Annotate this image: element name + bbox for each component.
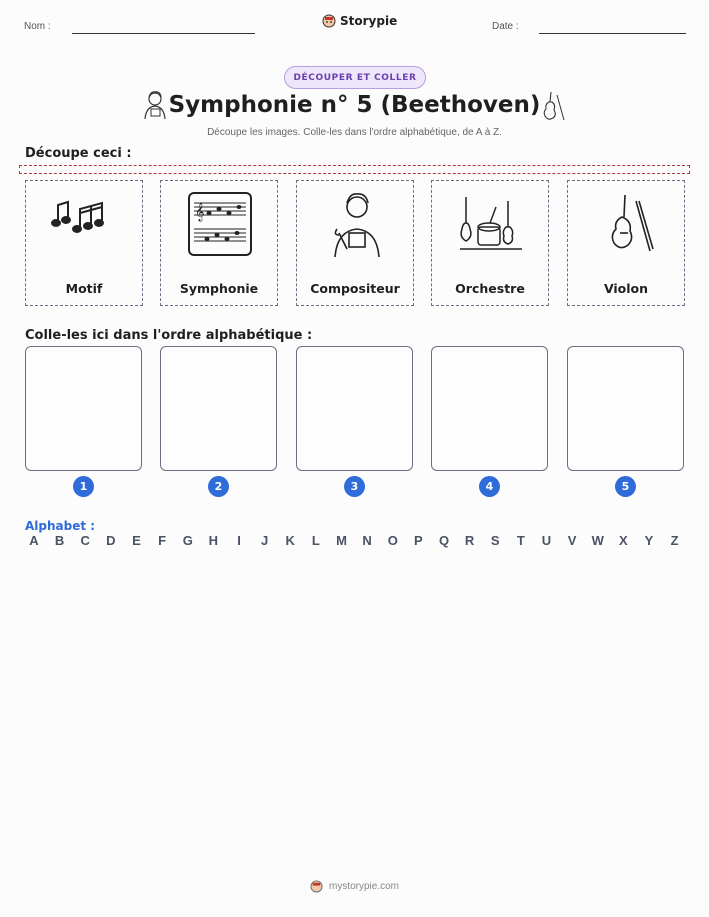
alphabet-letter: E bbox=[132, 533, 141, 548]
slot-number-1: 1 bbox=[73, 476, 94, 497]
paste-slot-2[interactable] bbox=[160, 346, 277, 471]
violin-icon bbox=[592, 189, 662, 259]
alphabet-letter: H bbox=[208, 533, 219, 548]
date-label: Date : bbox=[492, 21, 519, 32]
cut-card-motif[interactable] bbox=[25, 180, 143, 306]
orchestra-instruments-icon bbox=[456, 189, 526, 259]
brand bbox=[322, 14, 397, 28]
storypie-logo-icon bbox=[310, 880, 323, 893]
slot-number-4: 4 bbox=[479, 476, 500, 497]
cut-section-label: Découpe ceci : bbox=[25, 146, 132, 161]
slot-number-2: 2 bbox=[208, 476, 229, 497]
card-label: Compositeur bbox=[310, 281, 400, 296]
alphabet-letter: P bbox=[414, 533, 423, 548]
card-label: Violon bbox=[603, 281, 649, 296]
cut-line bbox=[19, 165, 690, 174]
card-label: Symphonie bbox=[179, 281, 259, 296]
alphabet-letter: S bbox=[490, 533, 500, 548]
violin-title-icon bbox=[540, 90, 566, 124]
cut-card-orchestre[interactable] bbox=[431, 180, 549, 306]
alphabet-letter: A bbox=[29, 533, 39, 548]
alphabet-letter: V bbox=[567, 533, 577, 548]
alphabet-letter: Y bbox=[644, 533, 654, 548]
card-label: Orchestre bbox=[455, 281, 525, 296]
svg-text:𝄞: 𝄞 bbox=[195, 202, 205, 221]
paste-slot-1[interactable] bbox=[25, 346, 142, 471]
alphabet-letter: X bbox=[619, 533, 628, 548]
alphabet-letter: O bbox=[387, 533, 398, 548]
storypie-logo-icon bbox=[322, 14, 336, 28]
alphabet-letter: Q bbox=[438, 533, 450, 548]
paste-slot-4[interactable] bbox=[431, 346, 548, 471]
alphabet-letter: I bbox=[237, 533, 241, 548]
cut-card-violon[interactable] bbox=[567, 180, 685, 306]
paste-slot-3[interactable] bbox=[296, 346, 413, 471]
paste-section-label: Colle-les ici dans l'ordre alphabétique : bbox=[25, 328, 313, 343]
alphabet-letter: J bbox=[261, 533, 269, 548]
composer-icon bbox=[321, 189, 391, 259]
brand-name: Storypie bbox=[340, 14, 398, 28]
alphabet-letter: C bbox=[80, 533, 90, 548]
activity-type-badge: DÉCOUPER ET COLLER bbox=[284, 66, 426, 89]
slot-number-5: 5 bbox=[615, 476, 636, 497]
paste-slot-5[interactable] bbox=[567, 346, 684, 471]
name-label: Nom : bbox=[24, 21, 51, 32]
name-line bbox=[72, 33, 255, 34]
alphabet-letter: W bbox=[591, 533, 604, 548]
alphabet-letter: M bbox=[336, 533, 347, 548]
page-title: Symphonie n° 5 (Beethoven) bbox=[168, 92, 541, 118]
date-line bbox=[539, 33, 686, 34]
alphabet-letter: Z bbox=[670, 533, 679, 548]
alphabet-letter: N bbox=[362, 533, 372, 548]
alphabet-letter: U bbox=[541, 533, 552, 548]
alphabet-letter: L bbox=[311, 533, 320, 548]
footer-url: mystorypie.com bbox=[328, 881, 399, 892]
alphabet-letter: B bbox=[54, 533, 65, 548]
alphabet-letter: F bbox=[158, 533, 167, 548]
alphabet-letter: K bbox=[285, 533, 295, 548]
alphabet-letter: D bbox=[106, 533, 116, 548]
alphabet-letter: G bbox=[182, 533, 193, 548]
cut-card-symphonie[interactable] bbox=[160, 180, 278, 306]
music-notes-icon bbox=[50, 189, 120, 259]
slot-number-3: 3 bbox=[344, 476, 365, 497]
instructions: Découpe les images. Colle-les dans l'ordre alphabétique, de A à Z. bbox=[207, 127, 502, 138]
alphabet-row bbox=[25, 533, 684, 548]
cut-card-compositeur[interactable] bbox=[296, 180, 414, 306]
alphabet-letter: T bbox=[516, 533, 525, 548]
alphabet-label: Alphabet : bbox=[25, 519, 96, 533]
alphabet-letter: R bbox=[464, 533, 475, 548]
card-label: Motif bbox=[65, 281, 103, 296]
sheet-music-icon bbox=[185, 189, 255, 259]
footer bbox=[0, 880, 709, 893]
